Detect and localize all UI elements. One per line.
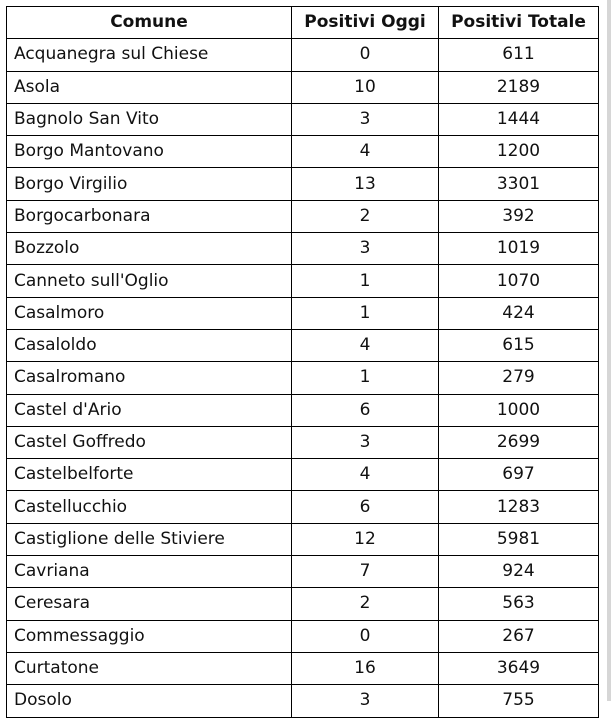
cell-positivi-totale: 755 xyxy=(439,685,599,717)
table-header-row xyxy=(7,7,599,39)
cell-positivi-oggi: 4 xyxy=(292,136,439,168)
cell-positivi-totale: 2699 xyxy=(439,426,599,458)
cell-positivi-totale: 611 xyxy=(439,39,599,71)
cell-positivi-totale: 3649 xyxy=(439,652,599,684)
page-edge-shadow xyxy=(607,0,611,701)
cell-positivi-oggi: 1 xyxy=(292,297,439,329)
cell-comune: Castelbelforte xyxy=(7,459,292,491)
cell-comune: Cavriana xyxy=(7,556,292,588)
cell-positivi-oggi: 13 xyxy=(292,168,439,200)
table-row xyxy=(7,394,599,426)
table-row xyxy=(7,136,599,168)
table-row xyxy=(7,459,599,491)
table-row xyxy=(7,426,599,458)
table-row xyxy=(7,39,599,71)
cell-positivi-oggi: 7 xyxy=(292,556,439,588)
cell-positivi-oggi: 3 xyxy=(292,426,439,458)
cell-positivi-oggi: 10 xyxy=(292,71,439,103)
cell-positivi-oggi: 4 xyxy=(292,459,439,491)
table-row xyxy=(7,200,599,232)
cell-comune: Castiglione delle Stiviere xyxy=(7,523,292,555)
header-positivi-totale: Positivi Totale xyxy=(439,7,599,39)
cell-positivi-totale: 2189 xyxy=(439,71,599,103)
table-row xyxy=(7,491,599,523)
cell-positivi-oggi: 3 xyxy=(292,685,439,717)
table-row xyxy=(7,297,599,329)
table-row xyxy=(7,329,599,361)
cell-positivi-totale: 1000 xyxy=(439,394,599,426)
cell-positivi-oggi: 16 xyxy=(292,652,439,684)
cell-comune: Borgo Mantovano xyxy=(7,136,292,168)
cell-positivi-totale: 563 xyxy=(439,588,599,620)
cell-comune: Dosolo xyxy=(7,685,292,717)
cell-positivi-totale: 697 xyxy=(439,459,599,491)
table-row xyxy=(7,233,599,265)
table-row xyxy=(7,652,599,684)
table-row xyxy=(7,523,599,555)
cell-positivi-totale: 3301 xyxy=(439,168,599,200)
cell-positivi-oggi: 2 xyxy=(292,588,439,620)
cell-comune: Curtatone xyxy=(7,652,292,684)
cell-comune: Casalmoro xyxy=(7,297,292,329)
cell-positivi-oggi: 1 xyxy=(292,265,439,297)
cell-positivi-oggi: 0 xyxy=(292,39,439,71)
cell-comune: Castel d'Ario xyxy=(7,394,292,426)
cell-positivi-totale: 392 xyxy=(439,200,599,232)
cell-positivi-totale: 5981 xyxy=(439,523,599,555)
table-row xyxy=(7,620,599,652)
header-positivi-oggi: Positivi Oggi xyxy=(292,7,439,39)
cell-positivi-oggi: 2 xyxy=(292,200,439,232)
cell-comune: Borgo Virgilio xyxy=(7,168,292,200)
cell-comune: Castel Goffredo xyxy=(7,426,292,458)
cell-positivi-oggi: 6 xyxy=(292,394,439,426)
cell-comune: Borgocarbonara xyxy=(7,200,292,232)
table-row xyxy=(7,103,599,135)
cell-positivi-totale: 267 xyxy=(439,620,599,652)
table-row xyxy=(7,71,599,103)
cell-comune: Commessaggio xyxy=(7,620,292,652)
positives-table xyxy=(6,6,599,718)
cell-comune: Ceresara xyxy=(7,588,292,620)
cell-comune: Casaloldo xyxy=(7,329,292,361)
table-row xyxy=(7,362,599,394)
cell-positivi-totale: 1019 xyxy=(439,233,599,265)
cell-positivi-oggi: 6 xyxy=(292,491,439,523)
cell-positivi-totale: 924 xyxy=(439,556,599,588)
cell-positivi-totale: 424 xyxy=(439,297,599,329)
cell-comune: Casalromano xyxy=(7,362,292,394)
cell-positivi-oggi: 4 xyxy=(292,329,439,361)
cell-comune: Asola xyxy=(7,71,292,103)
cell-comune: Canneto sull'Oglio xyxy=(7,265,292,297)
cell-positivi-oggi: 12 xyxy=(292,523,439,555)
cell-positivi-totale: 1070 xyxy=(439,265,599,297)
cell-positivi-oggi: 3 xyxy=(292,233,439,265)
table-row xyxy=(7,265,599,297)
cell-comune: Acquanegra sul Chiese xyxy=(7,39,292,71)
cell-positivi-totale: 279 xyxy=(439,362,599,394)
header-comune: Comune xyxy=(7,7,292,39)
cell-positivi-oggi: 1 xyxy=(292,362,439,394)
cell-positivi-totale: 615 xyxy=(439,329,599,361)
cell-positivi-totale: 1444 xyxy=(439,103,599,135)
cell-comune: Bagnolo San Vito xyxy=(7,103,292,135)
table-row xyxy=(7,168,599,200)
table-row xyxy=(7,556,599,588)
table-body xyxy=(7,39,599,717)
cell-positivi-oggi: 0 xyxy=(292,620,439,652)
cell-comune: Bozzolo xyxy=(7,233,292,265)
table-row xyxy=(7,588,599,620)
cell-comune: Castellucchio xyxy=(7,491,292,523)
cell-positivi-totale: 1200 xyxy=(439,136,599,168)
cell-positivi-oggi: 3 xyxy=(292,103,439,135)
cell-positivi-totale: 1283 xyxy=(439,491,599,523)
